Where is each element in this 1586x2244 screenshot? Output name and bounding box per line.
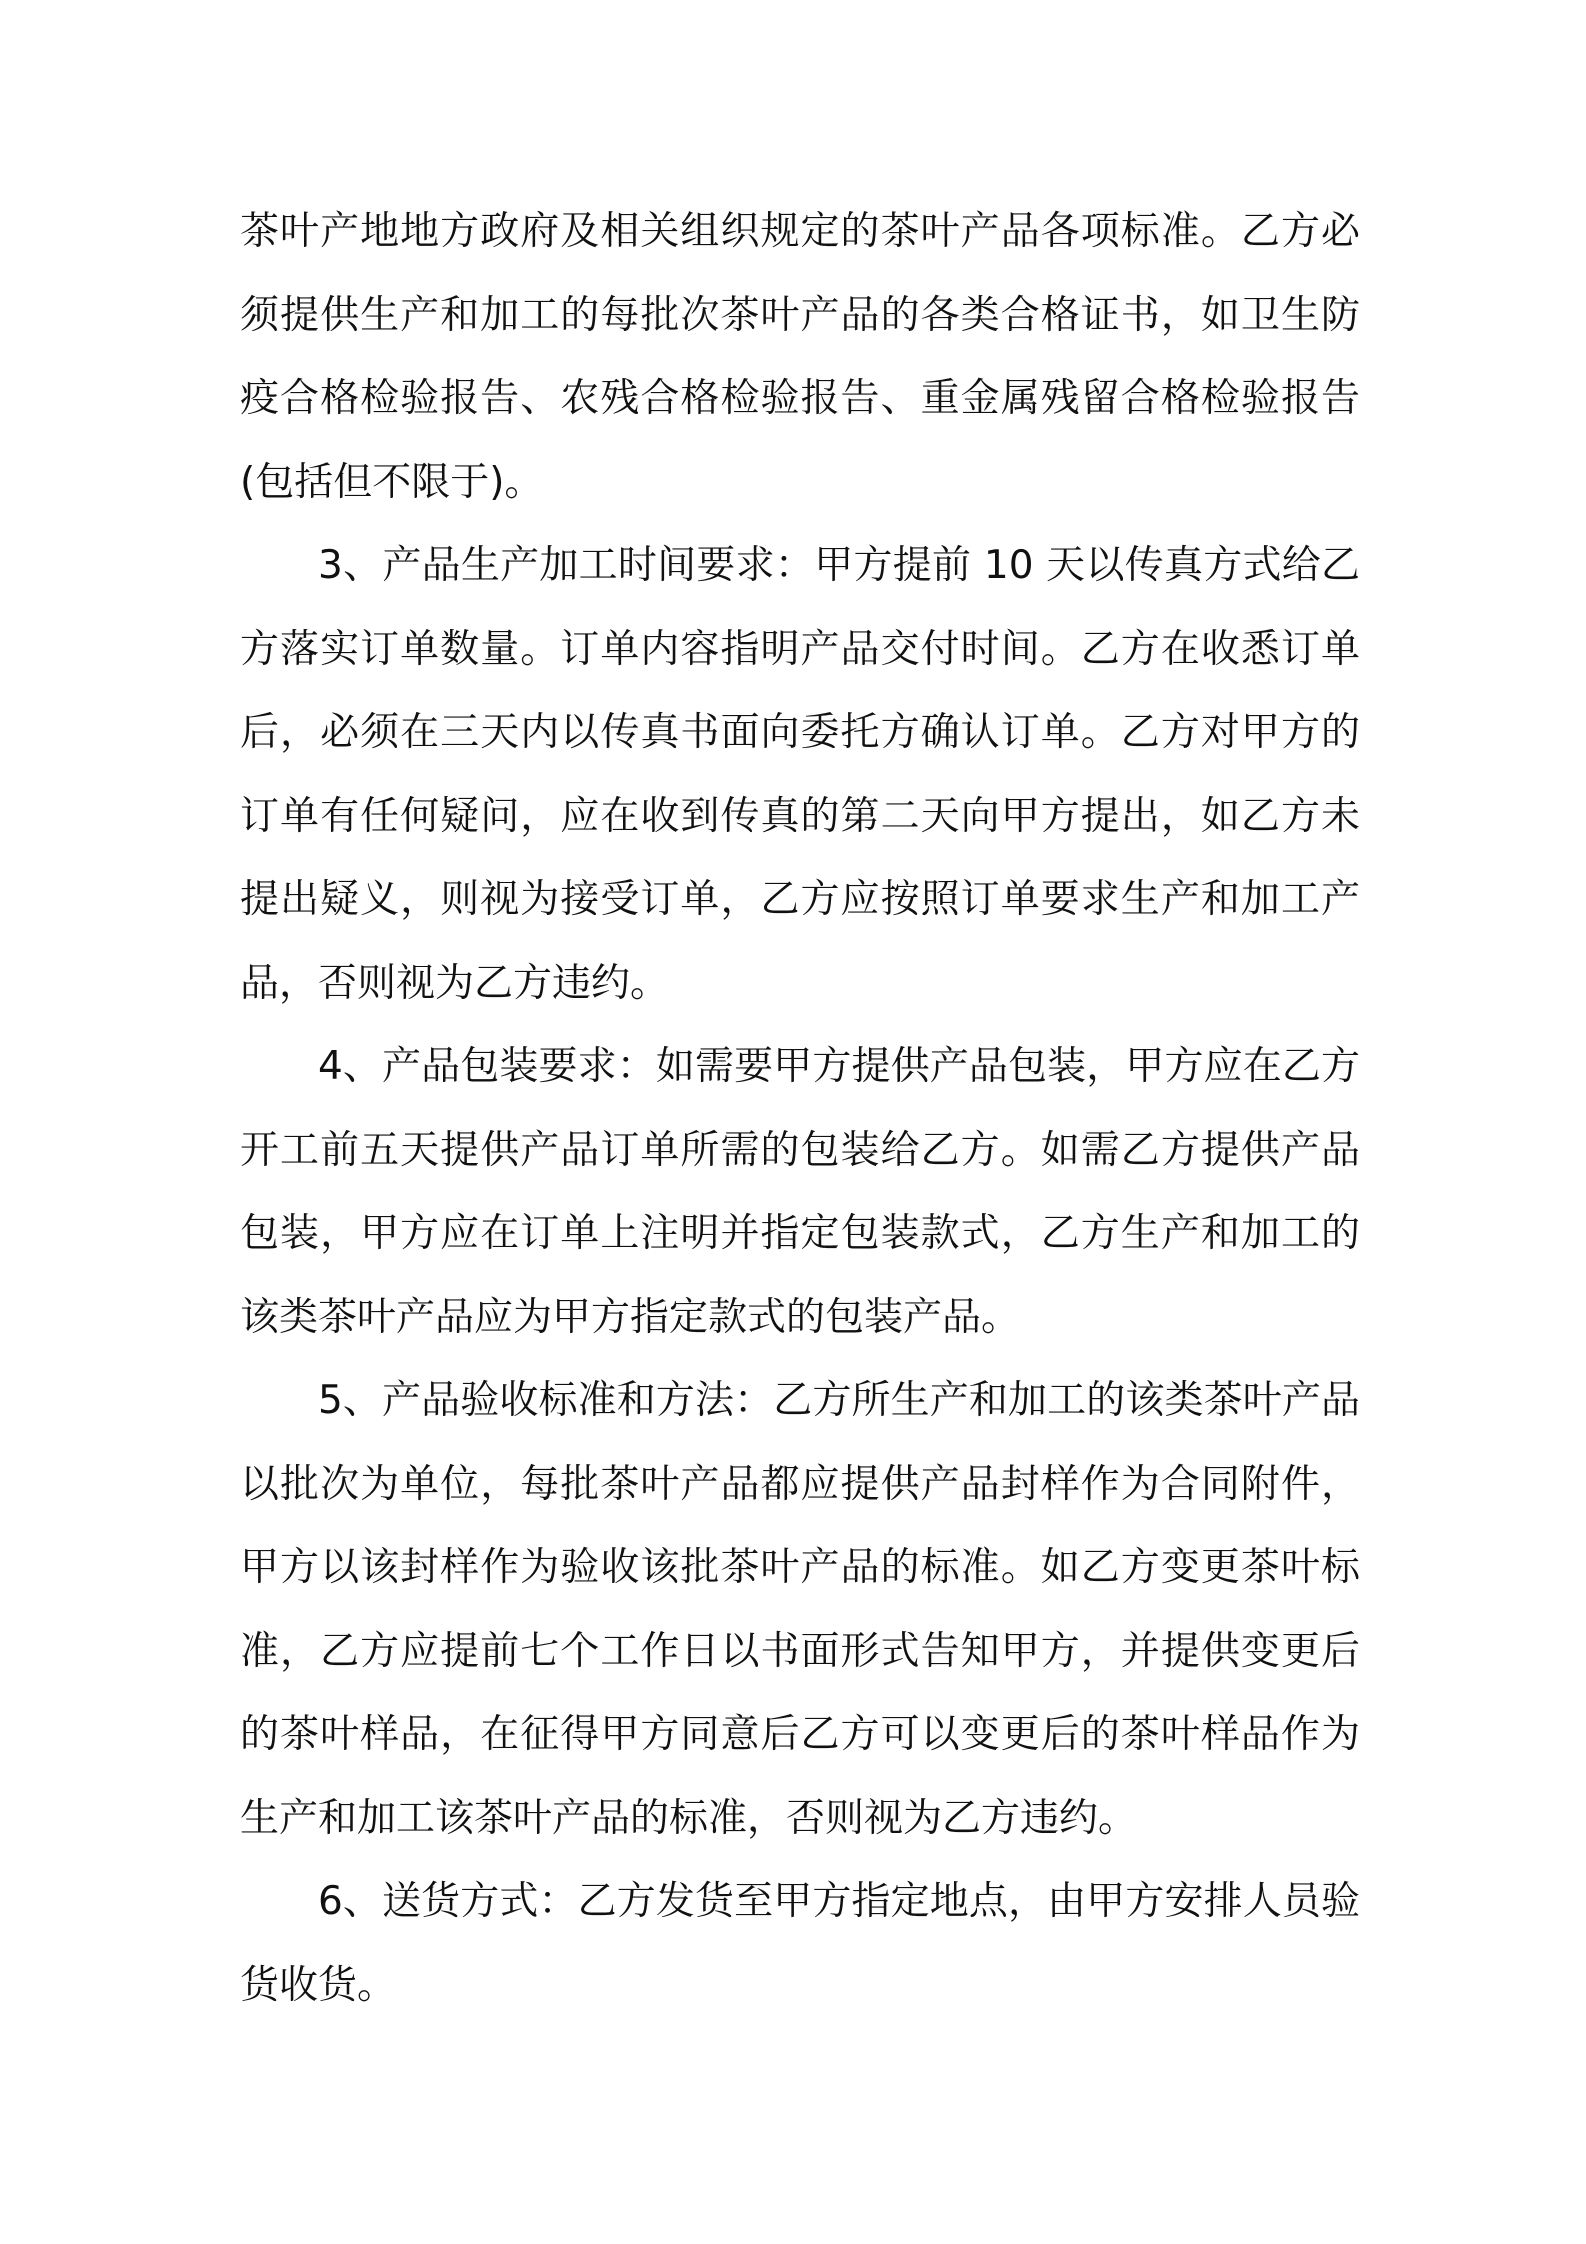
paragraph-clause-3: 3、产品生产加工时间要求：甲方提前 10 天以传真方式给乙方落实订单数量。订单内容指明产品交付时间。乙方在收悉订单后，必须在三天内以传真书面向委托方确认订单。乙方对甲方的订单有任何疑问，应在收到传真的第二天向甲方提出，如乙方未提出疑义，则视为接受订单，乙方应按照订单要求生产和加工产品，否则视为乙方违约。 bbox=[240, 543, 1360, 1006]
document-body bbox=[240, 190, 1360, 2027]
paragraph-clause-4: 4、产品包装要求：如需要甲方提供产品包装，甲方应在乙方开工前五天提供产品订单所需的包装给乙方。如需乙方提供产品包装，甲方应在订单上注明并指定包装款式，乙方生产和加工的该类茶叶产品应为甲方指定款式的包装产品。 bbox=[240, 1044, 1360, 1340]
paragraph-continuation: 茶叶产地地方政府及相关组织规定的茶叶产品各项标准。乙方必须提供生产和加工的每批次茶叶产品的各类合格证书，如卫生防疫合格检验报告、农残合格检验报告、重金属残留合格检验报告(包括但不限于)。 bbox=[240, 209, 1360, 505]
paragraph-clause-6: 6、送货方式：乙方发货至甲方指定地点，由甲方安排人员验货收货。 bbox=[240, 1879, 1360, 2008]
paragraph-clause-5: 5、产品验收标准和方法：乙方所生产和加工的该类茶叶产品以批次为单位，每批茶叶产品都应提供产品封样作为合同附件，甲方以该封样作为验收该批茶叶产品的标准。如乙方变更茶叶标准，乙方应提前七个工作日以书面形式告知甲方，并提供变更后的茶叶样品，在征得甲方同意后乙方可以变更后的茶叶样品作为生产和加工该茶叶产品的标准，否则视为乙方违约。 bbox=[240, 1378, 1360, 1841]
